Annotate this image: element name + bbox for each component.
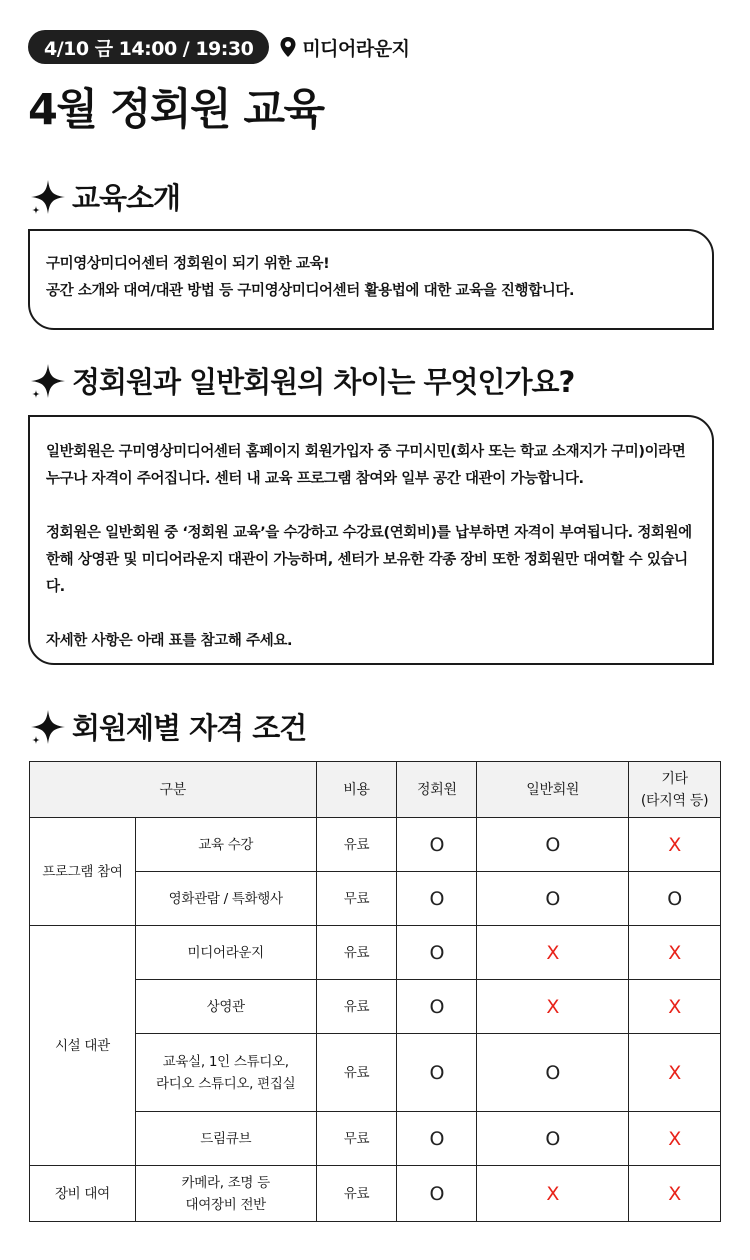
difference-paragraph-general: 일반회원은 구미영상미디어센터 홈페이지 회원가입자 중 구미시민(회사 또는 학교 소재지가 구미)이라면 누구나 자격이 주어집니다. 센터 내 교육 프로그램 참여와 일부 공간 대관이 가능합니다. — [46, 444, 686, 487]
fee-cell: 유료 — [316, 926, 397, 980]
fee-cell: 무료 — [316, 872, 397, 926]
item-cell: 드림큐브 — [135, 1112, 316, 1166]
item-cell — [135, 1166, 316, 1222]
qualification-heading — [28, 706, 306, 747]
regular-cell: O — [397, 926, 477, 980]
regular-cell: O — [397, 1166, 477, 1222]
item-line-1: 카메라, 조명 등 — [181, 1174, 270, 1191]
table-row — [30, 818, 721, 872]
other-cell: X — [629, 1112, 721, 1166]
general-cell: X — [477, 1166, 629, 1222]
header-other-line-1: 기타 — [661, 770, 688, 787]
table-row — [30, 1166, 721, 1222]
page-title: 4월 정회원 교육 — [28, 85, 324, 135]
intro-line-1: 구미영상미디어센터 정회원이 되기 위한 교육! — [46, 256, 330, 272]
header-category: 구분 — [30, 762, 317, 818]
map-pin-icon — [279, 36, 297, 58]
general-cell: O — [477, 818, 629, 872]
fee-cell: 유료 — [316, 1034, 397, 1112]
other-cell: X — [629, 980, 721, 1034]
item-line-2: 대여장비 전반 — [185, 1196, 266, 1213]
sparkle-icon — [28, 177, 68, 217]
sparkle-icon — [28, 707, 68, 747]
item-line-2: 라디오 스튜디오, 편집실 — [156, 1075, 296, 1092]
regular-cell: O — [397, 1112, 477, 1166]
general-cell: O — [477, 1034, 629, 1112]
intro-heading — [28, 176, 180, 217]
header-regular: 정회원 — [397, 762, 477, 818]
regular-cell: O — [397, 818, 477, 872]
qualification-heading-text: 회원제별 자격 조건 — [72, 711, 307, 745]
header-other — [629, 762, 721, 818]
general-cell: X — [477, 980, 629, 1034]
other-cell: X — [629, 926, 721, 980]
location — [279, 34, 409, 61]
item-cell: 미디어라운지 — [135, 926, 316, 980]
general-cell: O — [477, 1112, 629, 1166]
other-cell: X — [629, 1166, 721, 1222]
difference-box — [28, 415, 714, 665]
item-cell — [135, 1034, 316, 1112]
date-time-badge: 4/10 금 14:00 / 19:30 — [28, 30, 269, 64]
item-cell: 상영관 — [135, 980, 316, 1034]
general-cell: O — [477, 872, 629, 926]
table-row — [30, 926, 721, 980]
group-label: 장비 대여 — [30, 1166, 136, 1222]
header-fee: 비용 — [316, 762, 397, 818]
header-other-line-2: (타지역 등) — [640, 792, 709, 809]
difference-paragraph-note: 자세한 사항은 아래 표를 참고해 주세요. — [46, 633, 293, 649]
item-cell: 교육 수강 — [135, 818, 316, 872]
fee-cell: 유료 — [316, 1166, 397, 1222]
fee-cell: 유료 — [316, 818, 397, 872]
item-line-1: 교육실, 1인 스튜디오, — [162, 1053, 289, 1070]
difference-paragraph-regular: 정회원은 일반회원 중 ‘정회원 교육’을 수강하고 수강료(연회비)를 납부하면 자격이 부여됩니다. 정회원에 한해 상영관 및 미디어라운지 대관이 가능하며, 센터가 보유한 각종 장비 또한 정회원만 대여할 수 있습니다. — [46, 525, 692, 595]
regular-cell: O — [397, 1034, 477, 1112]
difference-heading — [28, 360, 574, 401]
group-label: 시설 대관 — [30, 926, 136, 1166]
other-cell: X — [629, 818, 721, 872]
general-cell: X — [477, 926, 629, 980]
other-cell: X — [629, 1034, 721, 1112]
regular-cell: O — [397, 980, 477, 1034]
intro-box — [28, 229, 714, 330]
intro-heading-text: 교육소개 — [72, 181, 181, 215]
table-header-row — [30, 762, 721, 818]
fee-cell: 무료 — [316, 1112, 397, 1166]
other-cell: O — [629, 872, 721, 926]
group-label: 프로그램 참여 — [30, 818, 136, 926]
location-label: 미디어라운지 — [302, 37, 410, 60]
intro-line-2: 공간 소개와 대여/대관 방법 등 구미영상미디어센터 활용법에 대한 교육을 진행합니다. — [46, 283, 575, 299]
difference-heading-text: 정회원과 일반회원의 차이는 무엇인가요? — [72, 365, 575, 399]
item-cell: 영화관람 / 특화행사 — [135, 872, 316, 926]
qualification-table — [29, 761, 721, 1222]
regular-cell: O — [397, 872, 477, 926]
event-info-row — [28, 30, 409, 64]
header-general: 일반회원 — [477, 762, 629, 818]
sparkle-icon — [28, 361, 68, 401]
fee-cell: 유료 — [316, 980, 397, 1034]
